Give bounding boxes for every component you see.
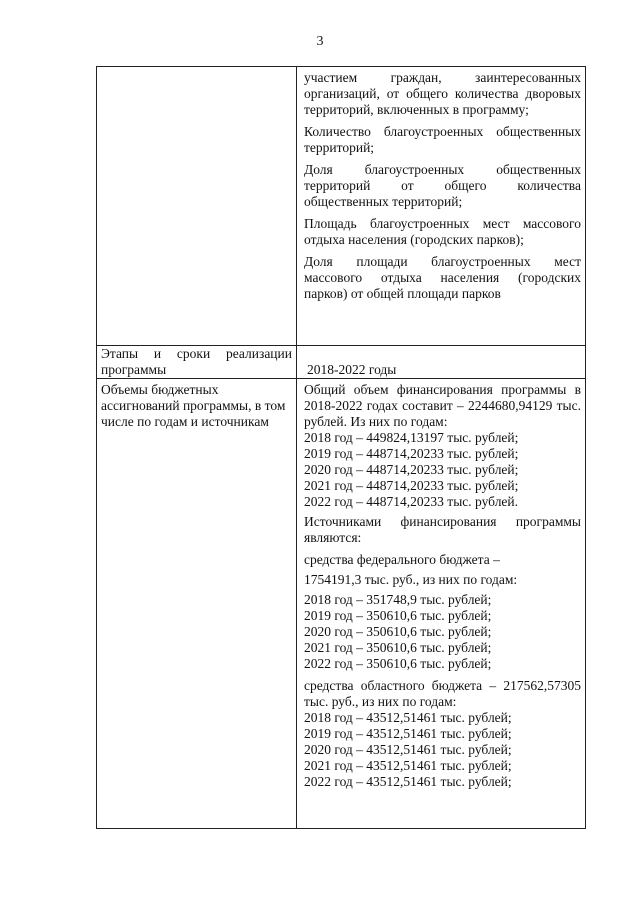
federal-amount: 1754191,3 тыс. руб., из них по годам:	[304, 572, 518, 587]
indicator-paragraph: Доля благоустроенных общественных территорий от общего количества общественных территорий;	[304, 162, 581, 209]
federal-year: 2020 год – 350610,6 тыс. рублей;	[304, 624, 492, 639]
federal-year: 2019 год – 350610,6 тыс. рублей;	[304, 608, 492, 623]
regional-year: 2022 год – 43512,51461 тыс. рублей;	[304, 774, 512, 789]
budget-value-cell	[297, 379, 586, 829]
budget-total-year: 2020 год – 448714,20233 тыс. рублей;	[304, 462, 519, 477]
budget-label: Объемы бюджетных ассигнований программы, в том числе по годам и источникам	[101, 382, 286, 429]
indicator-paragraph: Количество благоустроенных общественных территорий;	[304, 124, 581, 155]
indicator-paragraph: Доля площади благоустроенных мест массового отдыха населения (городских парков) от общей площади парков	[304, 254, 581, 301]
federal-year: 2018 год – 351748,9 тыс. рублей;	[304, 592, 492, 607]
regional-year: 2021 год – 43512,51461 тыс. рублей;	[304, 758, 512, 773]
regional-text: средства областного бюджета – 217562,57305 тыс. руб., из них по годам:	[304, 678, 581, 709]
budget-label-cell	[97, 379, 297, 829]
budget-total-year: 2021 год – 448714,20233 тыс. рублей;	[304, 478, 519, 493]
regional-year: 2020 год – 43512,51461 тыс. рублей;	[304, 742, 512, 757]
table-row-budget	[97, 379, 586, 829]
indicators-left-cell	[97, 67, 297, 346]
passport-table	[96, 66, 586, 829]
regional-year: 2019 год – 43512,51461 тыс. рублей;	[304, 726, 512, 741]
budget-total-year: 2019 год – 448714,20233 тыс. рублей;	[304, 446, 519, 461]
regional-year: 2018 год – 43512,51461 тыс. рублей;	[304, 710, 512, 725]
indicator-paragraph: участием граждан, заинтересованных организаций, от общего количества дворовых территорий, включенных в программу;	[304, 70, 581, 117]
table-row-indicators	[97, 67, 586, 346]
federal-year: 2021 год – 350610,6 тыс. рублей;	[304, 640, 492, 655]
federal-heading: средства федерального бюджета –	[304, 552, 500, 567]
stages-value: 2018-2022 годы	[307, 362, 397, 377]
federal-year: 2022 год – 350610,6 тыс. рублей;	[304, 656, 492, 671]
stages-label-cell	[97, 346, 297, 379]
sources-heading: Источниками финансирования программы являются:	[304, 514, 581, 545]
indicator-paragraph: Площадь благоустроенных мест массового отдыха населения (городских парков);	[304, 216, 581, 247]
stages-label: Этапы и сроки реализации программы	[101, 346, 292, 377]
budget-total-year: 2018 год – 449824,13197 тыс. рублей;	[304, 430, 519, 445]
indicators-right-cell	[297, 67, 586, 346]
page-number: 3	[316, 34, 324, 49]
budget-total-year: 2022 год – 448714,20233 тыс. рублей.	[304, 494, 519, 509]
table-row-stages	[97, 346, 586, 379]
stages-value-cell	[297, 346, 586, 379]
budget-total-text: Общий объем финансирования программы в 2018-2022 годах составит – 2244680,94129 тыс. рублей. Из них по годам:	[304, 382, 581, 429]
